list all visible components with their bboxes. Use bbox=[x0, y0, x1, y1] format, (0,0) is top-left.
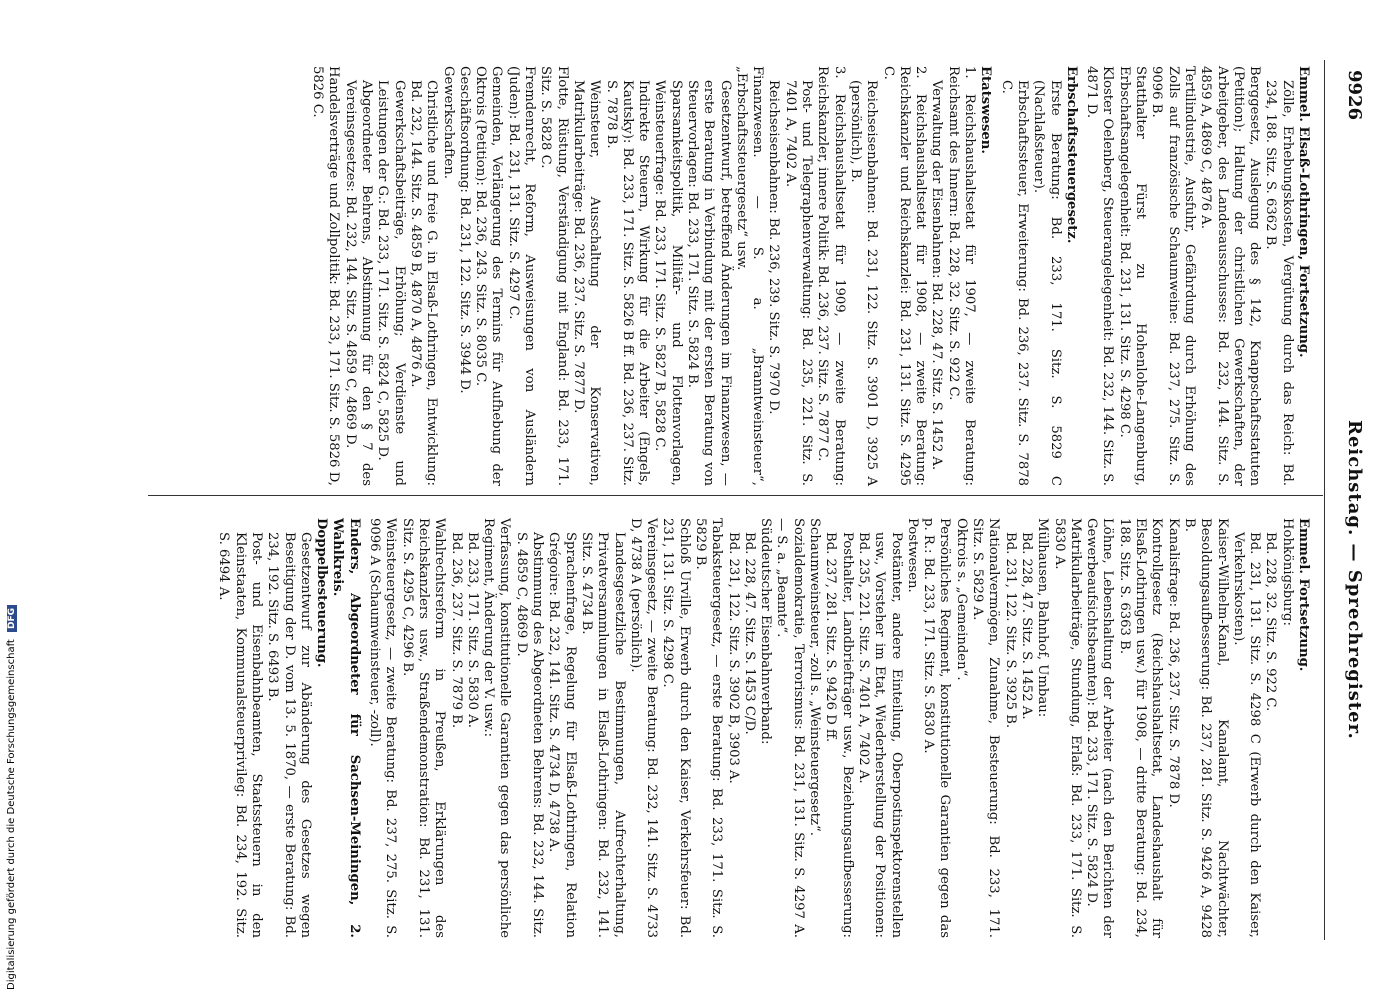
index-entry: Bd. 231, 122. Sitz. S. 3902 B, 3903 A. bbox=[725, 532, 741, 784]
index-entry: Bd. 236, 237. Sitz. S. 7879 B. bbox=[448, 532, 464, 729]
index-entry: Persönliches Regiment, konstitutionelle Garantien gegen das p. R.: Bd. 233, 171. Sitz. S. 5830 A. bbox=[921, 518, 953, 938]
index-entry: Gesetzentwurf, betreffend Änderungen im Finanzwesen, — erste Beratung in Verbindung mit der ersten Beratung von Steuervorlagen: Bd. 233, 171. Sitz. S. 5824 B. bbox=[685, 80, 733, 486]
index-entry: Kontrollgesetz (Reichshaushaltsetat, Landeshaushalt für Elsaß-Lothringen usw.) für 1908, — dritte Beratung: Bd. 234, 188. Sitz. S. 6363 B. bbox=[1116, 518, 1165, 938]
index-entry: Fremdenrecht, Reform, Ausweisungen von Ausländern (Juden): Bd. 231, 131. Sitz. S. 4297 C. bbox=[505, 66, 538, 486]
page-number: 9926 bbox=[1344, 70, 1365, 121]
index-entry: Verfassung, konstitutionelle Garantien gegen das persönliche Regiment, Änderung der V. usw.: bbox=[481, 518, 513, 938]
index-entry: Mülhausen, Bahnhof, Umbau: bbox=[1035, 518, 1051, 718]
index-entry: Sozialdemokratie, Terrorismus: Bd. 231, 131. Sitz. S. 4297 A. — S. a. „Beamte“. bbox=[774, 518, 806, 938]
index-entry: Doppelbesteuerung. bbox=[314, 518, 330, 668]
index-entry: Abstimmung des Abgeordneten Behrens: Bd. 232, 144. Sitz. S. 4859 C, 4869 D. bbox=[513, 532, 546, 938]
index-entry: Kanalisfrage: Bd. 236, 237. Sitz. S. 7878 D. bbox=[1165, 518, 1181, 808]
index-entry: Zölle, Erhebungskosten, Vergütung durch das Reich: Bd. 234, 188. Sitz. S. 6362 B. bbox=[1263, 80, 1295, 486]
index-entry: Reichseisenbahnen: Bd. 236, 239. Sitz. S. 7970 D. bbox=[766, 80, 782, 415]
index-entry: Statthalter Fürst zu Hohenlohe-Langenburg, Erbschaftsangelegenheit: Bd. 231, 131. Sitz. S. 4298 C. bbox=[1116, 66, 1149, 486]
index-entry: Wahlrechtsreform in Preußen, Erklärungen des Reichskanzlers usw., Straßendemonstration: Bd. 231, 131. Sitz. S. 4295 C, 4296 B. bbox=[399, 518, 448, 938]
index-entry: Emmel. Elsaß-Lothringen, Fortsetzung. bbox=[1296, 66, 1311, 358]
index-entry: Löhne, Lebenshaltung der Arbeiter (nach den Berichten der Gewerbeaufsichtsbeamten): Bd. 233, 171. Sitz. S. 5824 D. bbox=[1084, 518, 1116, 938]
index-entry: Postwesen. bbox=[904, 518, 920, 593]
index-entry: Berggesetz, Auslegung des § 142, Knappschaftsstatuten (Petition); Haltung der christlichen Gewerkschaften, der Arbeitgeber, des Landesausschusses: Bd. 232, 144. Sitz. S. 4859 A, 4869 C, 4876 A. bbox=[1198, 66, 1263, 486]
left-column bbox=[309, 66, 1311, 486]
index-entry: Reichseisenbahnen: Bd. 231, 122. Sitz. S. 3901 D, 3925 A (persönlich), B. bbox=[847, 80, 880, 486]
index-entry: Posthalter, Landbriefträger usw., Beziehungsaufbesserung: Bd. 237, 281. Sitz. S. 9426 D ff. bbox=[823, 532, 855, 938]
index-entry: Erbschaftssteuergesetz. bbox=[1063, 66, 1079, 244]
index-entry: Erste Beratung: Bd. 233, 171. Sitz. S. 5829 C (Nachlaßsteuer). bbox=[1031, 80, 1063, 486]
index-entry: Handelsverträge und Zollpolitik: Bd. 233, 171. Sitz. S. 5826 D, 5826 C. bbox=[310, 66, 342, 486]
index-entry: 2. Reichshaushaltsetat für 1908, — zweite Beratung: Reichskanzler und Reichskanzlei: Bd. 231, 131. Sitz. S. 4295 C. bbox=[880, 66, 929, 486]
index-entry: Gewerkschaftsbeiträge, Erhöhung; Verdienste und Leistungen der G.: Bd. 233, 171. Sitz. S. 5824 C, 5825 D. bbox=[375, 80, 407, 486]
index-entry: Post- und Telegraphenverwaltung: Bd. 235, 221. Sitz. S. 7401 A, 7402 A. bbox=[782, 80, 815, 486]
index-entry: Finanzwesen. — S. a. „Branntweinsteuer“, „Erbschaftssteuergesetz“ usw. bbox=[733, 66, 766, 486]
index-entry: Süddeutscher Eisenbahnverband: bbox=[758, 518, 774, 745]
index-entry: Weinsteuer, Ausschaltung der Konservativen, Matrikularbeiträge: Bd. 236, 237. Sitz. S. 7877 D. bbox=[570, 80, 603, 486]
index-entry: Bd. 233, 171. Sitz. S. 5830 A. bbox=[464, 532, 480, 728]
index-entry: Sparsamkeitspolitik, Militär- und Flottenvorlagen, Weinsteuerfrage: Bd. 233, 171. Sitz. S. 5827 B, 5828 C. bbox=[652, 80, 684, 486]
index-entry: 1. Reichshaushaltsetat für 1907, — zweite Beratung: Reichsamt des Innern: Bd. 228, 32. Sitz. S. 922 C. bbox=[945, 66, 978, 486]
index-entry: Enders, Abgeordneter für Sachsen-Meiningen, 2. Wahlkreis. bbox=[330, 518, 362, 938]
index-entry: Hohkönigsburg: bbox=[1279, 518, 1295, 626]
index-entry: Bd. 228, 47. Sitz. S. 1452 A. bbox=[1018, 532, 1034, 720]
index-entry: Nationalvermögen, Zunahme, Besteuerung: Bd. 233, 171. Sitz. S. 5829 A. bbox=[970, 518, 1002, 938]
index-entry: Gesetzentwurf zur Abänderung des Gesetzes wegen Beseitigung der D. vom 13. 5. 1870, — erste Beratung: Bd. 234, 192. Sitz. S. 6493 B. bbox=[265, 532, 313, 938]
index-entry: Postämter, andere Einteilung, Oberpostinspektorenstellen usw., Vorsteher im Etat, Wiederherstellung der Positionen: Bd. 235, 221. Sitz. S. 7401 A, 7402 A. bbox=[855, 532, 904, 938]
index-entry: Schloß Urville, Erwerb durch den Kaiser, Verkehrsfeuer: Bd. 231, 131. Sitz. S. 4298 C. bbox=[660, 518, 692, 938]
index-entry: Christliche und freie G. in Elsaß-Lothringen, Entwicklung: Bd. 232, 144. Sitz. S. 4859 B, 4870 A, 4876 A. bbox=[407, 80, 440, 486]
index-entry: Schaumweinsteuer, -zoll s. „Weinsteuergesetz“. bbox=[807, 518, 823, 836]
index-entry: Tertilindustrie, Ausfuhr, Gefährdung durch Erhöhung des Zolls auf französische Schaumweine: Bd. 237, 275. Sitz. S. 9096 B. bbox=[1149, 66, 1197, 486]
index-entry: Gewerkschaften. bbox=[440, 66, 456, 179]
index-entry: Flotte, Rüstung, Verständigung mit England: Bd. 233, 171. Sitz. S. 5828 C. bbox=[538, 66, 570, 486]
index-entry: Landesgesetzliche Bestimmungen, Aufrechterhaltung, Privatversammlungen in Elsaß-Lothringen: Bd. 232, 141. Sitz. S. 4734 B. bbox=[578, 532, 627, 938]
scanned-page bbox=[93, 0, 1383, 1000]
running-head: Reichstag. — Sprechregister. bbox=[1344, 420, 1365, 740]
index-entry: Bd. 231, 131. Sitz. S. 4298 C (Erwerb durch den Kaiser, Verkehrskosten). bbox=[1230, 532, 1263, 938]
index-entry: Kaiser-Wilhelm-Kanal, Kanalamt, Nachtwächter, Besoldungsaufbesserung: Bd. 237, 281. Sitz. S. 9426 A, 9428 B. bbox=[1181, 518, 1230, 938]
index-entry: Abgeordneter Behrens, Abstimmung für den § 7 des Vereinsgesetzes: Bd. 232, 144. Sitz. S. 4859 C, 4869 D. bbox=[342, 80, 375, 486]
index-entry: Sprachenfrage, Regelung für Elsaß-Lothringen, Relation Grégoire: Bd. 232, 141. Sitz. S. 4734 D, 4738 A. bbox=[546, 532, 578, 938]
index-entry: 3. Reichshaushaltsetat für 1909, — zweite Beratung: Reichskanzler, innere Politik: Bd. 236, 237. Sitz. S. 7877 C. bbox=[815, 66, 847, 486]
index-entry: Bd. 231, 122. Sitz. S. 3925 B. bbox=[1002, 532, 1018, 729]
index-entry: Weinsteuergesetz, — zweite Beratung: Bd. 237, 275. Sitz. S. 9096 A (Schaumweinsteuer, -zoll). bbox=[367, 518, 399, 938]
digitization-credit bbox=[6, 605, 17, 990]
dfg-logo: DFG bbox=[7, 605, 17, 632]
index-entry: Matrikularbeiträge, Stundung, Erlaß: Bd. 233, 171. Sitz. S. 5830 A. bbox=[1051, 518, 1083, 938]
index-entry: Gemeinden, Verlängerung des Termins für Aufhebung der Oktrois (Petition): Bd. 236, 243. Sitz. S. 8035 C. bbox=[473, 66, 505, 486]
index-entry: Geschäftsordnung: Bd. 231, 122. Sitz. S. 3944 D. bbox=[456, 66, 472, 394]
index-entry: Oktrois s. „Gemeinden“. bbox=[953, 518, 969, 681]
index-entry: Etatswesen. bbox=[978, 66, 994, 154]
right-column bbox=[215, 518, 1311, 938]
index-entry: Post- und Eisenbahnbeamten, Staatssteuern in den Kleinstaaten, Kommunalsteuerprivileg: Bd. 234, 192. Sitz. S. 6494 A. bbox=[216, 532, 264, 938]
index-entry: Indirekte Steuern, Wirkung für die Arbeiter (Engels, Kautsky): Bd. 233, 171. Sitz. S. 5826 B ff. Bd. 236, 237. Sitz. S. 7878 B. bbox=[603, 80, 652, 486]
index-entry: Kloster Oelenberg, Steuerangelegenheit: Bd. 232, 144. Sitz. S. 4871 D. bbox=[1084, 66, 1116, 486]
digitization-note: Digitalisierung gefördert durch die Deutsche Forschungsgemeinschaft bbox=[6, 639, 17, 990]
index-entry: Bd. 228, 32. Sitz. S. 922 C. bbox=[1263, 532, 1279, 712]
header-rule bbox=[1324, 60, 1325, 940]
index-entry: Emmel. Fortsetzung. bbox=[1296, 518, 1311, 672]
index-entry: Verwaltung der Eisenbahnen: Bd. 228, 47. Sitz. S. 1452 A. bbox=[929, 80, 945, 471]
column-divider bbox=[148, 495, 1323, 496]
index-entry: Tabaksteuergesetz, — erste Beratung: Bd. 233, 171. Sitz. S. 5829 B. bbox=[693, 518, 725, 938]
index-entry: Bd. 228, 47. Sitz. S. 1453 C/D. bbox=[741, 532, 757, 735]
index-entry: Erbschaftssteuer, Erweiterung: Bd. 236, 237. Sitz. S. 7878 C. bbox=[998, 80, 1030, 486]
index-entry: Vereinsgesetz, — zweite Beratung: Bd. 232, 141. Sitz. S. 4733 D, 4738 A (persönlich). bbox=[627, 518, 660, 938]
